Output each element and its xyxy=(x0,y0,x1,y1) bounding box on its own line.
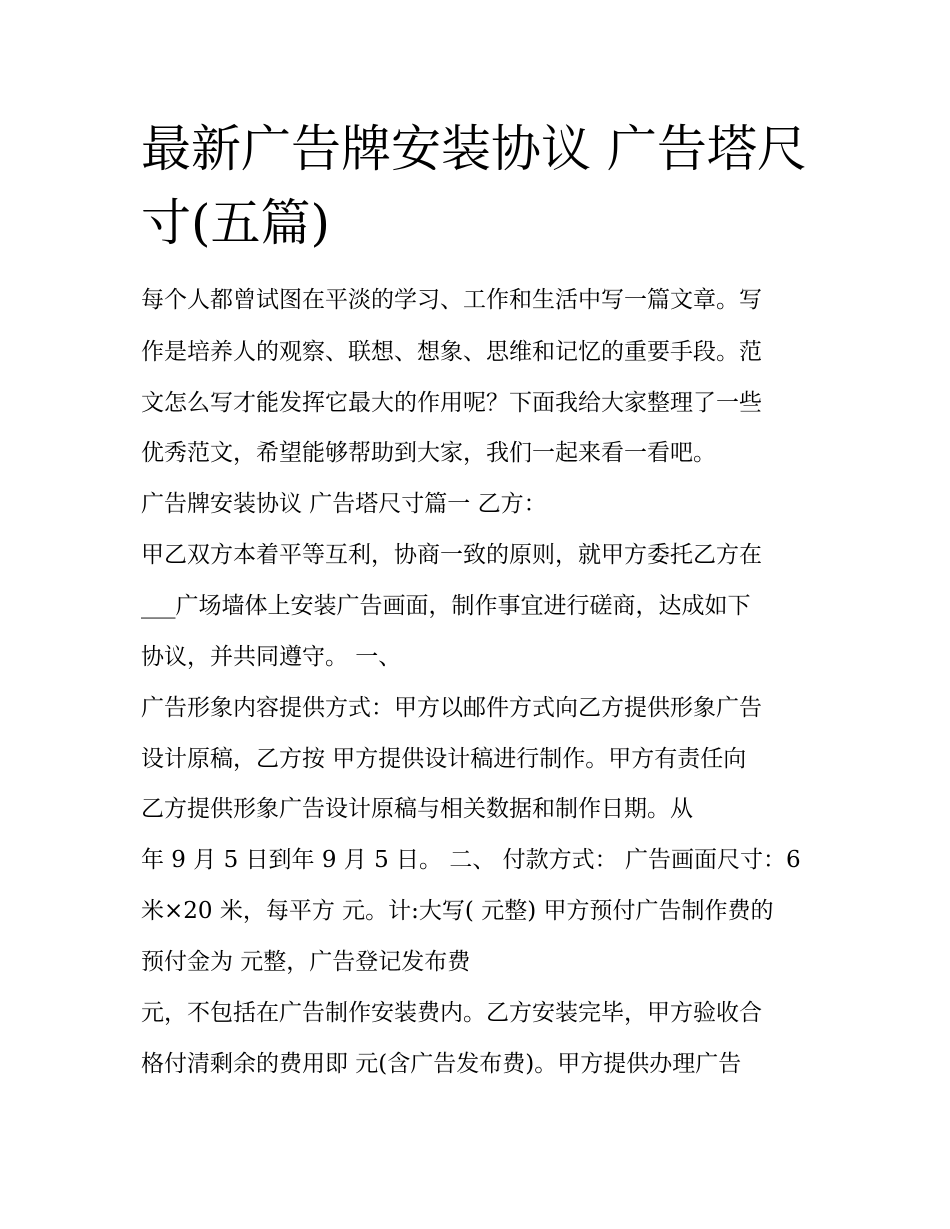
body-line: 乙方提供形象广告设计原稿与相关数据和制作日期。从 xyxy=(141,796,693,822)
body-line: 优秀范文，希望能够帮助到大家，我们一起来看一看吧。 xyxy=(141,440,716,466)
body-line: 文怎么写才能发挥它最大的作用呢？下面我给大家整理了一些 xyxy=(141,390,762,416)
body-line: 年 9 月 5 日到年 9 月 5 日。 二、 付款方式： 广告画面尺寸：6 xyxy=(141,847,801,873)
document-title: 最新广告牌安装协议 广告塔尺寸(五篇) xyxy=(141,120,807,252)
body-line: 作是培养人的观察、联想、想象、思维和记忆的重要手段。范 xyxy=(141,339,762,365)
body-line: 每个人都曾试图在平淡的学习、工作和生活中写一篇文章。写 xyxy=(141,287,762,313)
body-line: 广告牌安装协议 广告塔尺寸篇一 乙方： xyxy=(141,491,547,517)
body-line: 广告形象内容提供方式：甲方以邮件方式向乙方提供形象广告 xyxy=(141,695,762,721)
body-line: ___广场墙体上安装广告画面，制作事宜进行磋商，达成如下 xyxy=(141,593,751,619)
body-line: 格付清剩余的费用即 元(含广告发布费)。甲方提供办理广告 xyxy=(141,1051,742,1077)
body-line: 协议，并共同遵守。 一、 xyxy=(141,644,402,670)
body-line: 米×20 米，每平方 元。计:大写( 元整) 甲方预付广告制作费的 xyxy=(141,898,774,924)
body-line: 预付金为 元整，广告登记发布费 xyxy=(141,949,471,975)
body-line: 甲乙双方本着平等互利，协商一致的原则，就甲方委托乙方在 xyxy=(141,542,762,568)
body-line: 元，不包括在广告制作安装费内。乙方安装完毕，甲方验收合 xyxy=(141,1000,762,1026)
body-line: 设计原稿，乙方按 甲方提供设计稿进行制作。甲方有责任向 xyxy=(141,746,747,772)
